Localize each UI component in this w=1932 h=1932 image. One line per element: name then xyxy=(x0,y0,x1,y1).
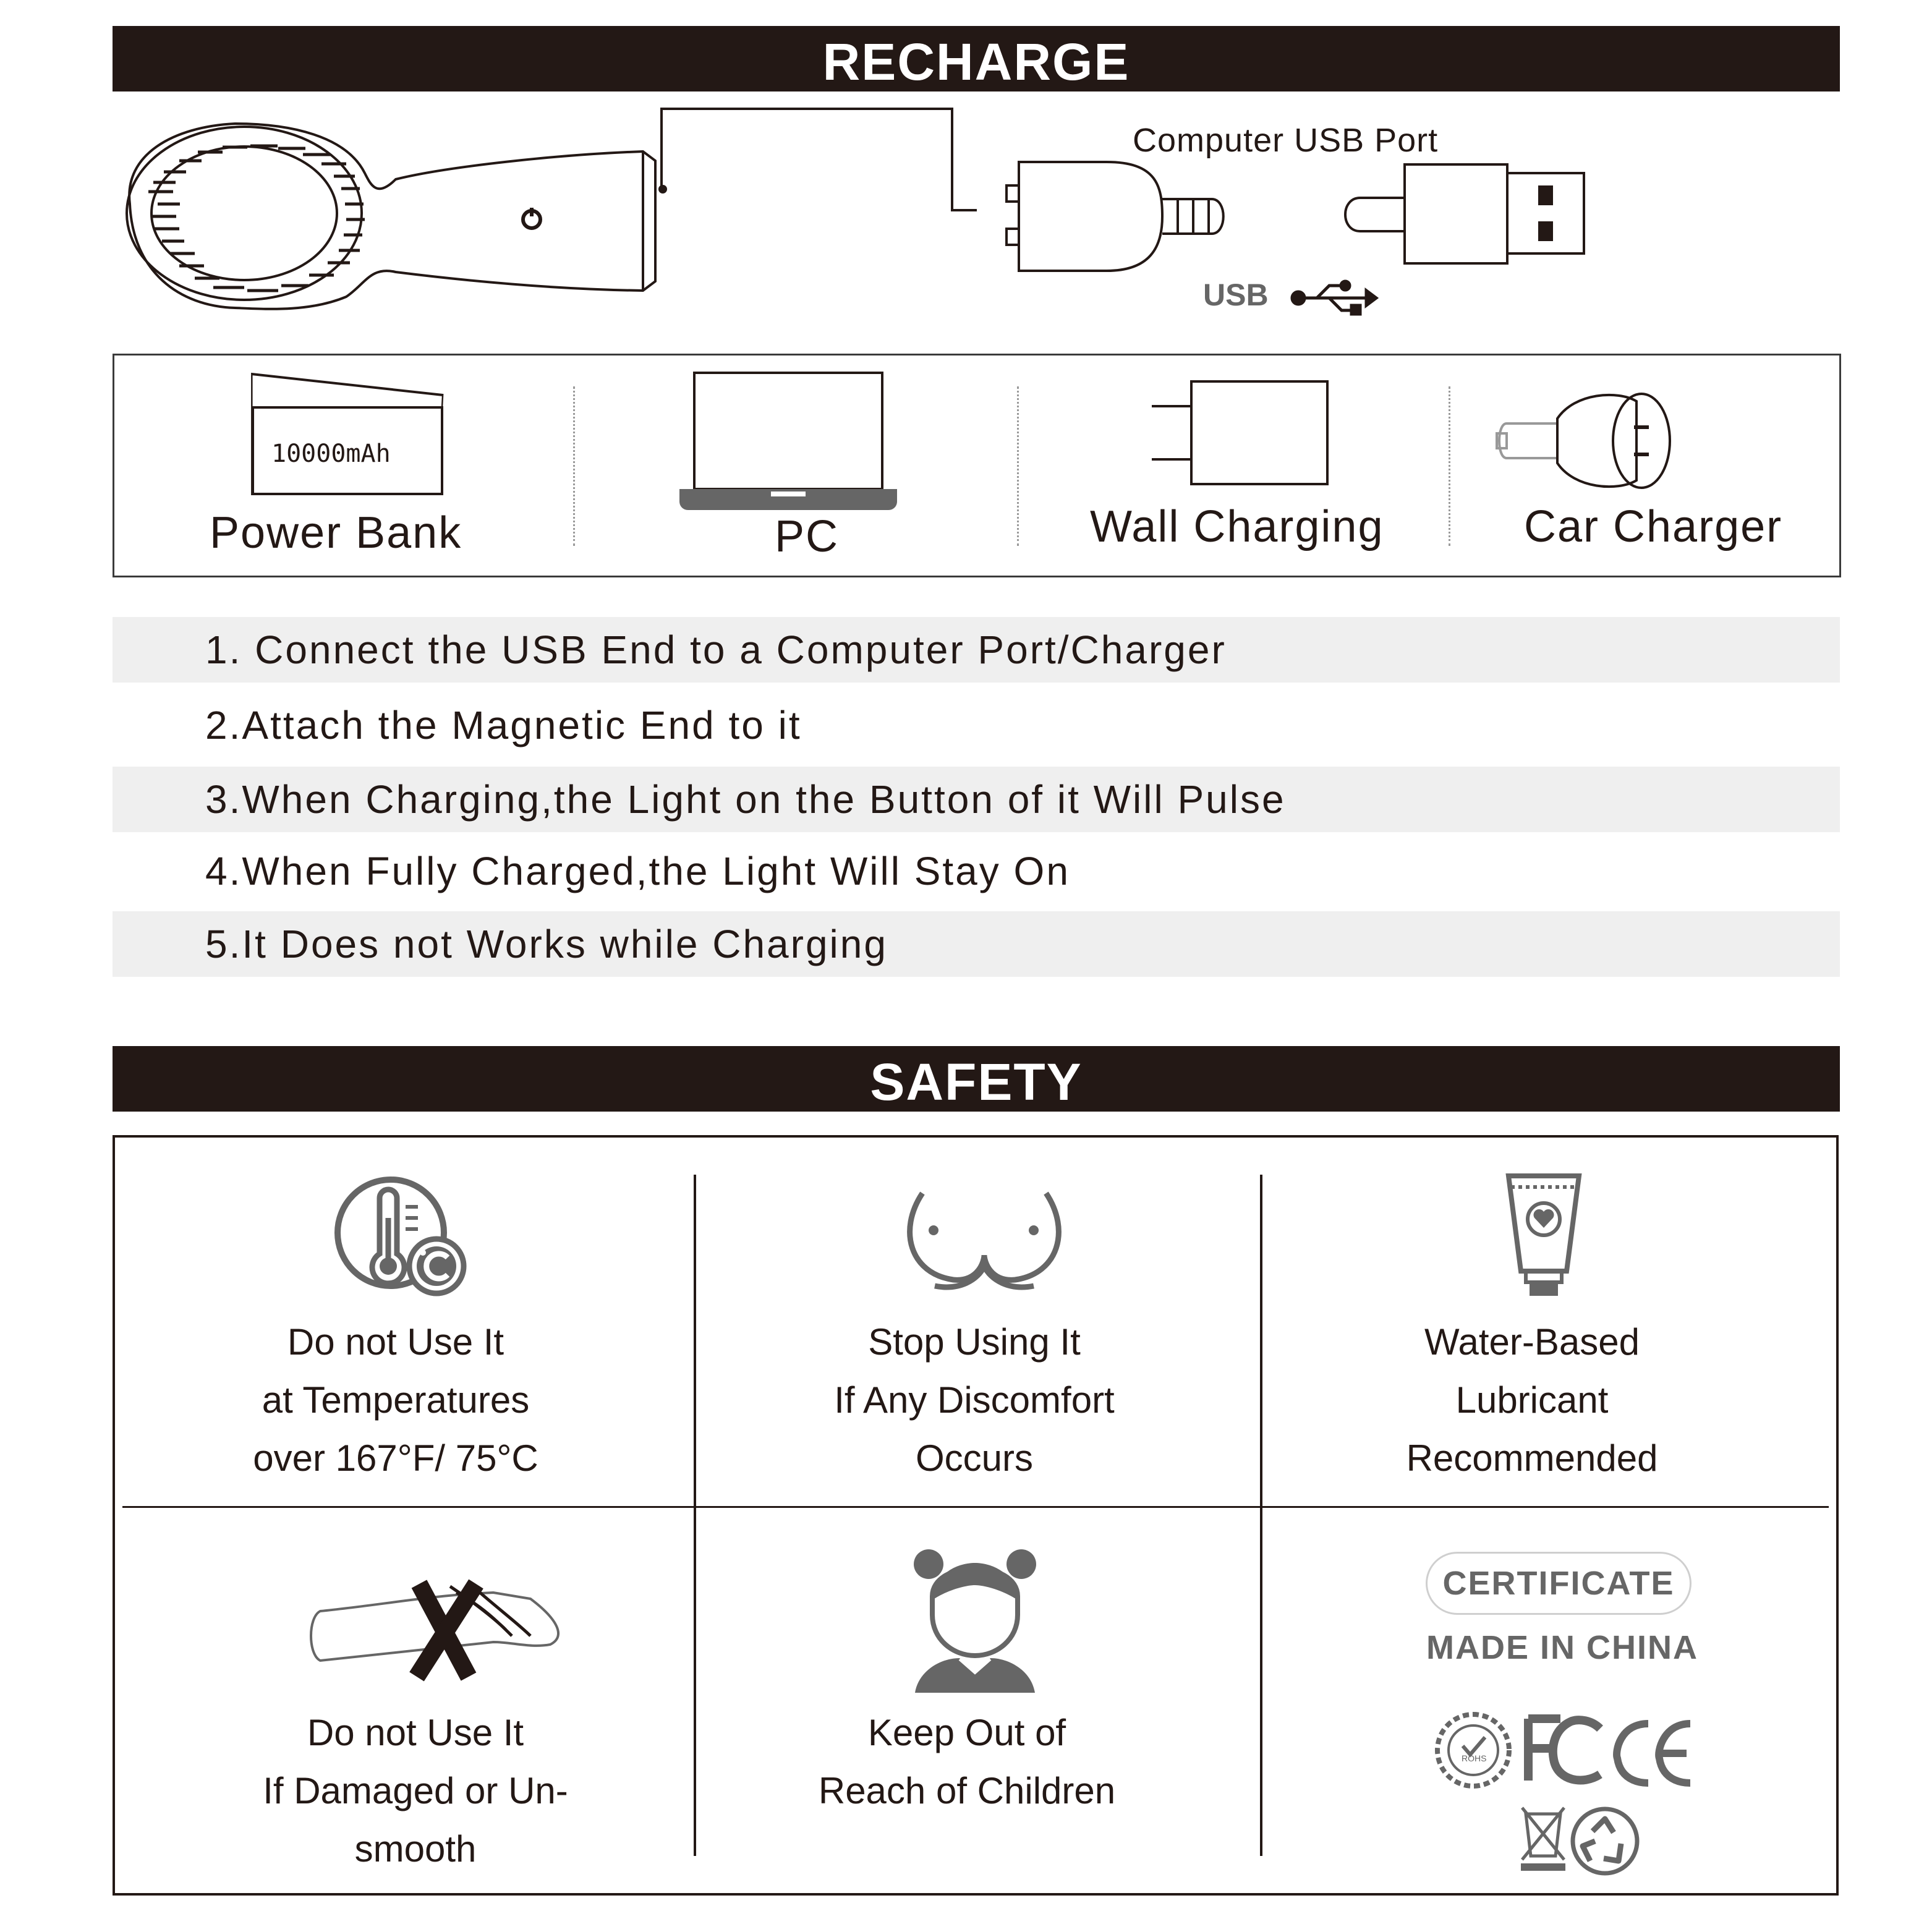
grid-divider xyxy=(1260,1175,1262,1856)
divider xyxy=(573,386,575,546)
computer-usb-port-label: Computer USB Port xyxy=(1133,122,1439,159)
source-label-car-charger: Car Charger xyxy=(1524,502,1783,551)
ce-mark-icon xyxy=(1614,1719,1694,1787)
list-item xyxy=(113,617,1840,683)
damaged-device-icon xyxy=(308,1568,568,1692)
step-text: 3.When Charging,the Light on the Button of it Will Pulse xyxy=(205,777,1286,822)
charging-sources-panel xyxy=(113,354,1841,577)
certificate-badge: CERTIFICATE xyxy=(1426,1552,1692,1615)
text-line: If Damaged or Un- xyxy=(263,1770,568,1811)
safety-text-lubricant xyxy=(1285,1313,1779,1487)
lubricant-tube-icon xyxy=(1505,1172,1585,1302)
made-in-china-label: MADE IN CHINA xyxy=(1426,1629,1698,1666)
laptop-icon xyxy=(679,370,902,513)
rohs-seal-icon xyxy=(1433,1710,1513,1790)
step-text: 5.It Does not Works while Charging xyxy=(205,922,888,966)
recycle-icon xyxy=(1568,1804,1642,1878)
magnetic-connector-icon xyxy=(1006,162,1223,271)
usb-cable-icon xyxy=(660,109,977,210)
text-line: Occurs xyxy=(915,1437,1034,1479)
grid-divider xyxy=(694,1175,696,1856)
list-item xyxy=(113,767,1840,832)
text-line: Stop Using It xyxy=(868,1321,1081,1363)
rohs-label: ROHS xyxy=(1462,1753,1487,1763)
source-label-wall-charging: Wall Charging xyxy=(1090,502,1384,551)
text-line: over 167°F/ 75°C xyxy=(253,1437,538,1479)
safety-header: SAFETY xyxy=(113,1046,1840,1112)
thermometer-celsius-icon xyxy=(333,1175,481,1298)
wall-charger-icon xyxy=(1152,379,1337,503)
fc-mark-icon xyxy=(1523,1716,1604,1784)
car-charger-icon xyxy=(1494,389,1680,500)
source-label-power-bank: Power Bank xyxy=(210,508,462,558)
text-line: Lubricant xyxy=(1455,1379,1609,1421)
safety-text-damaged xyxy=(168,1704,663,1878)
usb-plug-icon xyxy=(1345,164,1584,263)
text-line: smooth xyxy=(354,1828,477,1870)
ring-texture-icon xyxy=(148,146,365,291)
list-item xyxy=(113,838,1840,904)
usb-symbol-icon xyxy=(1292,281,1376,314)
text-line: Recommended xyxy=(1406,1437,1658,1479)
source-label-pc: PC xyxy=(775,512,840,561)
list-item xyxy=(113,911,1840,977)
text-line: at Temperatures xyxy=(262,1379,530,1421)
body-discomfort-icon xyxy=(904,1187,1065,1298)
weee-bin-icon xyxy=(1518,1805,1568,1873)
divider xyxy=(1017,386,1019,546)
power-bank-capacity: 10000mAh xyxy=(271,440,391,468)
text-line: Do not Use It xyxy=(307,1712,524,1753)
text-line: Keep Out of xyxy=(867,1712,1066,1753)
safety-text-children xyxy=(720,1704,1214,1820)
step-text: 1. Connect the USB End to a Computer Port/Charger xyxy=(205,628,1227,672)
list-item xyxy=(113,692,1840,758)
step-text: 4.When Fully Charged,the Light Will Stay On xyxy=(205,849,1070,893)
divider xyxy=(1449,386,1450,546)
text-line: If Any Discomfort xyxy=(834,1379,1115,1421)
safety-text-discomfort xyxy=(727,1313,1222,1487)
text-line: Reach of Children xyxy=(818,1770,1116,1811)
text-line: Water-Based xyxy=(1424,1321,1640,1363)
safety-text-temperature xyxy=(148,1313,643,1487)
child-icon xyxy=(910,1541,1040,1695)
recharge-header: RECHARGE xyxy=(113,26,1840,91)
text-line: Do not Use It xyxy=(287,1321,504,1363)
grid-divider xyxy=(122,1506,1829,1508)
usb-label: USB xyxy=(1203,278,1269,312)
device-cable-illustration xyxy=(0,0,1932,346)
step-text: 2.Attach the Magnetic End to it xyxy=(205,703,802,747)
